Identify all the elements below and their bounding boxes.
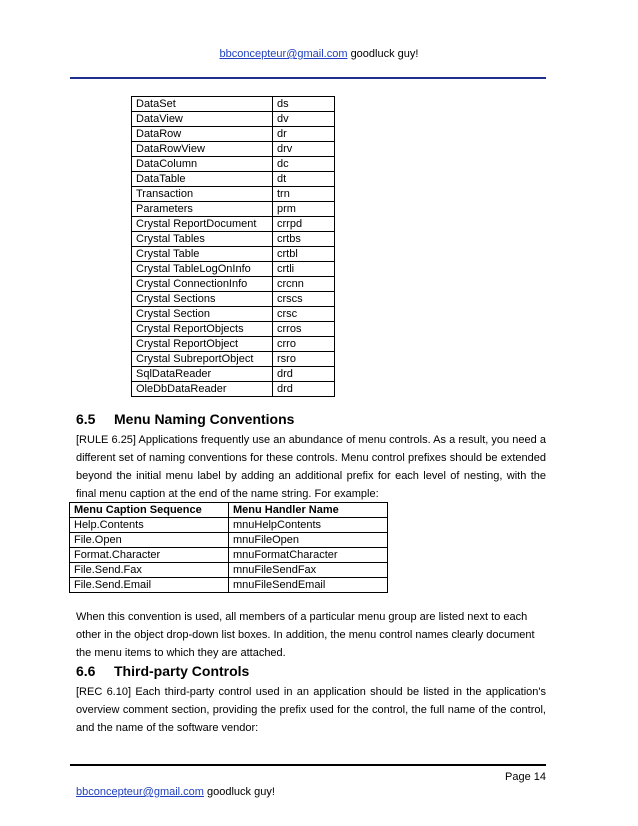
- control-name-cell: Transaction: [132, 187, 273, 202]
- table-row: [132, 367, 335, 382]
- table-row: [132, 172, 335, 187]
- prefix-cell: ds: [273, 97, 335, 112]
- control-name-cell: Parameters: [132, 202, 273, 217]
- control-name-cell: Crystal Table: [132, 247, 273, 262]
- table-row: [132, 307, 335, 322]
- menu-handler-cell: mnuFormatCharacter: [229, 548, 388, 563]
- control-name-cell: Crystal TableLogOnInfo: [132, 262, 273, 277]
- prefix-table: [131, 96, 335, 397]
- control-name-cell: DataTable: [132, 172, 273, 187]
- control-name-cell: Crystal ReportDocument: [132, 217, 273, 232]
- control-name-cell: OleDbDataReader: [132, 382, 273, 397]
- control-name-cell: Crystal SubreportObject: [132, 352, 273, 367]
- control-name-cell: DataColumn: [132, 157, 273, 172]
- menu-table-header-row: [70, 503, 388, 518]
- table-row: [132, 247, 335, 262]
- table-row: [132, 382, 335, 397]
- table-row: [132, 187, 335, 202]
- page-header: [0, 48, 638, 60]
- control-name-cell: DataSet: [132, 97, 273, 112]
- prefix-cell: trn: [273, 187, 335, 202]
- prefix-cell: drd: [273, 382, 335, 397]
- control-name-cell: Crystal Tables: [132, 232, 273, 247]
- menu-handler-cell: mnuFileSendFax: [229, 563, 388, 578]
- control-name-cell: Crystal Section: [132, 307, 273, 322]
- prefix-cell: crtli: [273, 262, 335, 277]
- prefix-cell: crros: [273, 322, 335, 337]
- table-row: [132, 202, 335, 217]
- table-row: [132, 352, 335, 367]
- menu-caption-cell: Help.Contents: [70, 518, 229, 533]
- control-name-cell: Crystal ConnectionInfo: [132, 277, 273, 292]
- table-row: [132, 337, 335, 352]
- control-name-cell: DataRow: [132, 127, 273, 142]
- table-row: [70, 563, 388, 578]
- table-row: [132, 322, 335, 337]
- menu-rule-paragraph: [RULE 6.25] Applications frequently use an abundance of menu controls. As a result, you need a different set of naming conventions for these controls. Menu control prefixes should be extended beyond the initial menu label by adding an additional prefix for each level of nesting, with the final menu caption at the end of the name string. For example:: [76, 434, 546, 500]
- prefix-cell: dr: [273, 127, 335, 142]
- menu-caption-cell: Format.Character: [70, 548, 229, 563]
- third-party-paragraph: [REC 6.10] Each third-party control used in an application should be listed in the application's overview comment section, providing the prefix used for the control, the full name of the control, and the name of the software vendor:: [76, 686, 546, 734]
- footer-email-link[interactable]: bbconcepteur@gmail.com: [76, 786, 204, 798]
- table-row: [132, 277, 335, 292]
- prefix-cell: drv: [273, 142, 335, 157]
- prefix-cell: dc: [273, 157, 335, 172]
- menu-caption-cell: File.Send.Email: [70, 578, 229, 593]
- footer-divider: [70, 764, 546, 766]
- prefix-cell: drd: [273, 367, 335, 382]
- page-number: Page 14: [505, 771, 546, 783]
- prefix-cell: rsro: [273, 352, 335, 367]
- control-name-cell: Crystal ReportObject: [132, 337, 273, 352]
- table-row: [132, 262, 335, 277]
- menu-table-body: [70, 518, 388, 593]
- section-6-5-heading: [76, 411, 294, 427]
- menu-caption-cell: File.Send.Fax: [70, 563, 229, 578]
- header-email-link[interactable]: bbconcepteur@gmail.com: [219, 48, 348, 60]
- control-name-cell: SqlDataReader: [132, 367, 273, 382]
- header-text: goodluck guy!: [350, 48, 419, 60]
- menu-table: [69, 502, 388, 593]
- convention-paragraph: When this convention is used, all members of a particular menu group are listed next to each other in the object drop-down list boxes. In addition, the menu control names clearly document the menu items to which they are attached.: [76, 611, 535, 659]
- control-name-cell: Crystal Sections: [132, 292, 273, 307]
- column-header: Menu Handler Name: [229, 503, 388, 518]
- footer-text: goodluck guy!: [207, 786, 275, 798]
- column-header: Menu Caption Sequence: [70, 503, 229, 518]
- table-row: [70, 578, 388, 593]
- table-row: [70, 548, 388, 563]
- menu-handler-cell: mnuHelpContents: [229, 518, 388, 533]
- header-divider: [70, 77, 546, 79]
- prefix-cell: prm: [273, 202, 335, 217]
- control-name-cell: DataRowView: [132, 142, 273, 157]
- section-title: Third-party Controls: [114, 663, 250, 679]
- section-number: 6.6: [76, 663, 96, 679]
- table-row: [70, 533, 388, 548]
- prefix-cell: crtbs: [273, 232, 335, 247]
- table-row: [132, 112, 335, 127]
- table-row: [132, 232, 335, 247]
- prefix-cell: dv: [273, 112, 335, 127]
- prefix-cell: crcnn: [273, 277, 335, 292]
- table-row: [132, 127, 335, 142]
- control-name-cell: Crystal ReportObjects: [132, 322, 273, 337]
- prefix-cell: crtbl: [273, 247, 335, 262]
- control-name-cell: DataView: [132, 112, 273, 127]
- prefix-cell: crscs: [273, 292, 335, 307]
- menu-caption-cell: File.Open: [70, 533, 229, 548]
- page-footer: [76, 786, 275, 798]
- table-row: [132, 142, 335, 157]
- prefix-table-body: [132, 97, 335, 397]
- table-row: [132, 97, 335, 112]
- prefix-cell: crro: [273, 337, 335, 352]
- prefix-cell: dt: [273, 172, 335, 187]
- table-row: [132, 217, 335, 232]
- prefix-cell: crsc: [273, 307, 335, 322]
- section-6-6-heading: [76, 663, 249, 679]
- section-number: 6.5: [76, 411, 96, 427]
- table-row: [70, 518, 388, 533]
- table-row: [132, 157, 335, 172]
- table-row: [132, 292, 335, 307]
- prefix-cell: crrpd: [273, 217, 335, 232]
- menu-handler-cell: mnuFileOpen: [229, 533, 388, 548]
- section-title: Menu Naming Conventions: [114, 411, 295, 427]
- menu-handler-cell: mnuFileSendEmail: [229, 578, 388, 593]
